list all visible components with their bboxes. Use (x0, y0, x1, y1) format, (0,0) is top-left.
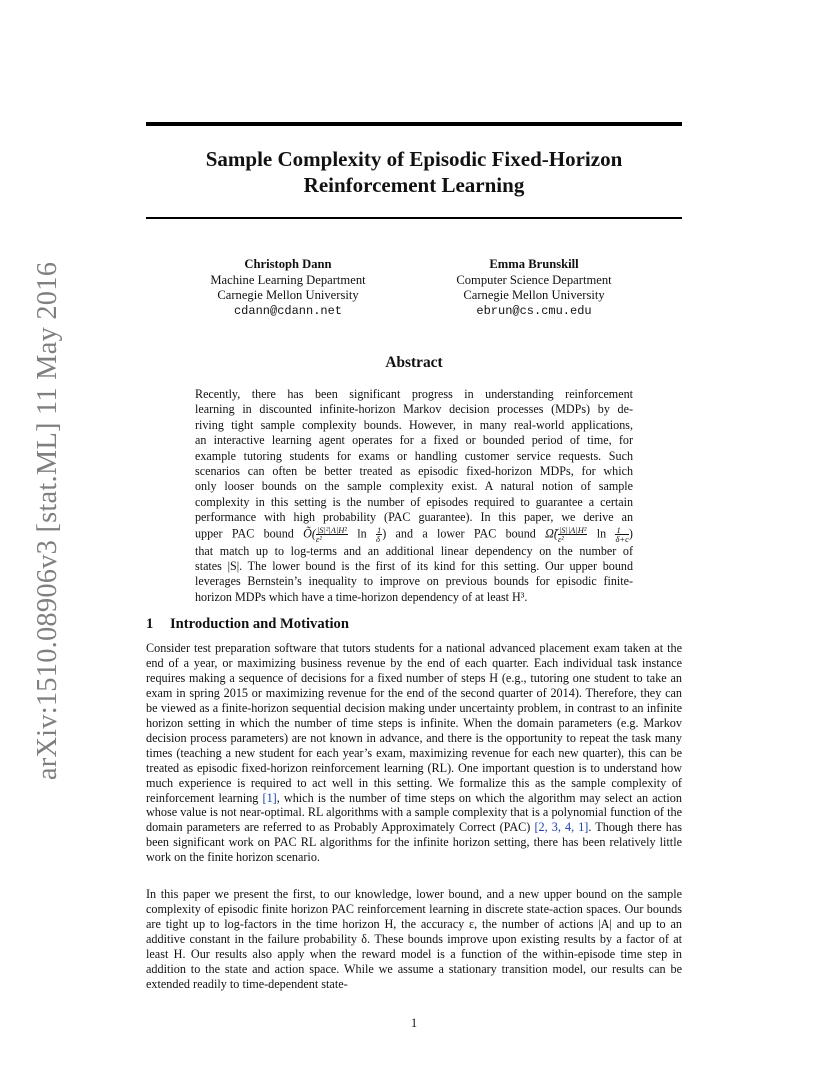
citation-link[interactable]: [1] (262, 790, 277, 805)
lower-ln: ln (596, 526, 607, 541)
abstract-line: states |S|. The lower bound is the first of its kind for this setting. Our upper bound (195, 559, 633, 574)
upper-bound-operator: Õ( (303, 526, 316, 541)
author-block-2 (444, 257, 624, 319)
abstract-body (195, 387, 633, 605)
author-university: Carnegie Mellon University (217, 288, 359, 303)
citation-link[interactable]: [2, 3, 4, 1] (534, 820, 589, 835)
page-number: 1 (410, 1016, 418, 1030)
abstract-line: learning in discounted infinite-horizon Markov decision processes (MDPs) by de- (195, 402, 633, 417)
abstract-line: scenarios can often be better treated as episodic fixed-horizon MDPs, for which (195, 464, 633, 479)
section-number: 1 (146, 616, 154, 632)
section-title: Introduction and Motivation (170, 616, 349, 632)
title-line-2: Reinforcement Learning (303, 173, 525, 197)
title-line-1: Sample Complexity of Episodic Fixed-Horizon (205, 147, 623, 171)
abstract-line: riving tight sample complexity bounds. However, in many real-world applications, (195, 417, 633, 432)
author-name: Christoph Dann (244, 257, 332, 271)
intro-paragraph-2: In this paper we present the first, to our knowledge, lower bound, and a new upper bound on the sample complexity of episodic finite horizon PAC reinforcement learning in discrete state-action spaces. Our bounds are tight up to log-factors in the time horizon H, the accuracy ε, the number of actions |A| and up to an additive constant in the failure probability δ. These bounds improve upon existing results by a factor of at least H. Our results also apply when the reward model is a function of the within-episode time step in addition to the state and action space. While we assume a stationary transition model, our results can be extended readily to time-dependent state- (146, 887, 682, 991)
abstract-line: that match up to log-terms and an additional linear dependency on the number of (195, 543, 633, 558)
abstract-line: an interactive learning agent operates for a fixed or bounded period of time, for (195, 433, 633, 448)
title-bottom-rule (146, 217, 682, 219)
formula-suffix: ) (628, 526, 633, 541)
author-department: Computer Science Department (456, 272, 612, 287)
lower-bound-operator: Ω̃( (545, 526, 558, 541)
arxiv-identifier-stamp: arXiv:1510.08906v3 [stat.ML] 11 May 2016 (32, 261, 63, 781)
abstract-formula-line (195, 526, 633, 544)
abstract-line: example tutoring students for exams or handling customer service requests. Such (195, 448, 633, 463)
upper-ln: ln (357, 526, 367, 541)
abstract-line: complexity in this setting is the number of episodes required to guarantee a certain (195, 494, 633, 509)
abstract-line: only looser bounds on the sample complexity exist. A natural notion of sample (195, 479, 633, 494)
title-top-rule (146, 122, 682, 126)
section-heading (146, 616, 349, 633)
paragraph-text: . Though there has been significant work on PAC RL algorithms for the infinite horizon setting, there has been relatively little work on the finite horizon scenario. (146, 820, 683, 865)
paragraph-text: , which is the number of time steps on which the algorithm may select an action whose value is not near-optimal. RL algorithms with a sample complexity that is a polynomial function of the domain parameters are referred to as Probably Approximately Correct (PAC) (146, 790, 682, 835)
upper-log-fraction: $\frac{1}{\delta}$ (375, 524, 382, 545)
lower-bound-fraction: $\frac{\text{|S||A|H²}}{\text{ε²}}$ (557, 524, 587, 545)
author-department: Machine Learning Department (210, 272, 366, 287)
author-block-1 (200, 257, 376, 319)
author-university: Carnegie Mellon University (463, 288, 605, 303)
paper-title (146, 146, 682, 198)
author-name: Emma Brunskill (489, 257, 579, 271)
formula-middle: ) and a lower PAC bound (382, 526, 536, 541)
author-email: cdann@cdann.net (233, 303, 343, 318)
upper-bound-fraction: $\frac{\text{|S|²|A|H²}}{\text{ε²}}$ (315, 524, 347, 545)
abstract-heading: Abstract (385, 354, 443, 371)
lower-log-fraction: $\frac{1}{\delta+c}$ (615, 524, 629, 545)
formula-prefix: upper PAC bound (195, 526, 294, 541)
author-email: ebrun@cs.cmu.edu (476, 303, 592, 318)
abstract-line: Recently, there has been significant progress in understanding reinforcement (195, 387, 633, 401)
intro-paragraph-1 (146, 641, 682, 865)
abstract-line: performance with high probability (PAC guarantee). In this paper, we derive an (195, 510, 633, 525)
abstract-line: leverages Bernstein’s inequality to improve on previous bounds for episodic finite- (195, 574, 633, 589)
paragraph-text: Consider test preparation software that tutors students for a national advanced placement exam taken at the end of a year, or maximizing business revenue by the end of each quarter. Each individual task instance requires making a sequence of decisions for a fixed number of steps H (e.g., tutoring one student to take an exam in spring 2015 or maximizing revenue for the end of the second quarter of 2014). Therefore, they can be viewed as a finite-horizon sequential decision making under uncertainty problem, in contrast to an infinite horizon setting in which the number of time steps is infinite. When the domain parameters (e.g. Markov decision process parameters) are not known in advance, and there is the opportunity to repeat the task many times (teaching a new student for each year’s exam, maximizing revenue for each new quarter), this can be treated as episodic fixed-horizon reinforcement learning (RL). One important question is to understand how much experience is required to act well in this setting. We formalize this as the sample complexity of reinforcement learning (146, 641, 682, 805)
abstract-line: horizon MDPs which have a time-horizon dependency of at least H³. (195, 589, 528, 604)
